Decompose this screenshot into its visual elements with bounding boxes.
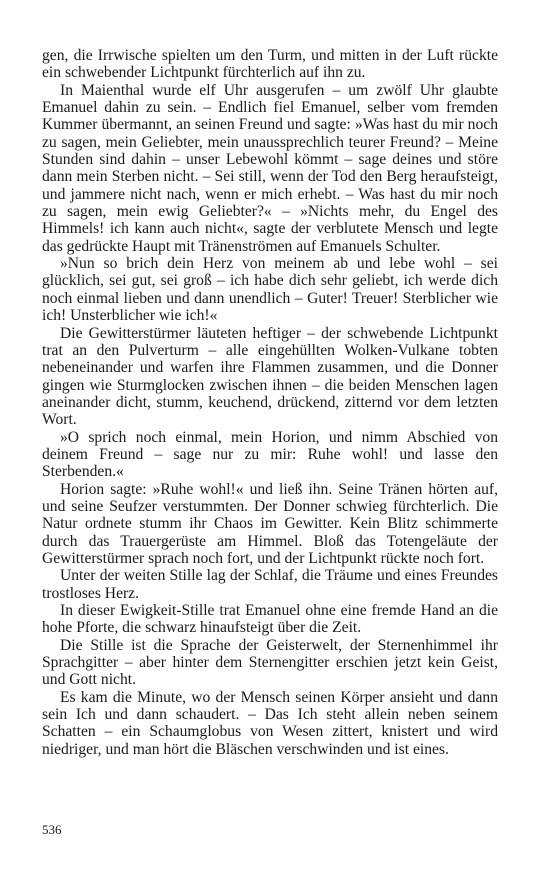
book-page	[42, 47, 498, 758]
paragraph: Die Stille ist die Sprache der Geisterwelt, der Sternenhimmel ihr Sprachgitter – aber hinter dem Sternengitter erschien jetzt kein Geist, und Gott nicht.	[42, 636, 498, 689]
page-number: 536	[42, 822, 62, 837]
paragraph: Horion sagte: »Ruhe wohl!« und ließ ihn. Seine Tränen hörten auf, und seine Seufzer verstummten. Der Donner schwieg fürchterlich. Die Natur ordnete stumm ihr Chaos im Gewitter. Kein Blitz schimmerte durch das Trauergerüste am Himmel. Bloß das Totengeläute der Gewitterstürmer sprach noch fort, und der Lichtpunkt rückte noch fort.	[42, 480, 498, 567]
paragraph: In dieser Ewigkeit-Stille trat Emanuel ohne eine fremde Hand an die hohe Pforte, die schwarz hinaufsteigt über die Zeit.	[42, 602, 498, 637]
paragraph: Es kam die Minute, wo der Mensch seinen Körper ansieht und dann sein Ich und dann schaudert. – Das Ich steht allein neben seinem Schatten – ein Schaumglobus von Wesen zittert, knistert und wird niedriger, und man hört die Bläschen verschwinden und ist eines.	[42, 688, 498, 758]
paragraph: »Nun so brich dein Herz von meinem ab und lebe wohl – sei glücklich, sei gut, sei groß – ich habe dich sehr geliebt, ich werde dich noch einmal lieben und dann unendlich – Guter! Treuer! Sterblicher wie ich! Unsterblicher wie ich!«	[42, 255, 498, 325]
paragraph: Die Gewitterstürmer läuteten heftiger – der schwebende Lichtpunkt trat an den Pulverturm – alle eingehüllten Wolken-Vulkane tobten nebeneinander und warfen ihre Flammen zusammen, und die Donner gingen wie Sturmglocken zwischen ihnen – die beiden Menschen lagen aneinander dicht, stumm, keuchend, drückend, zitternd vor dem letzten Wort.	[42, 324, 498, 429]
paragraph: »O sprich noch einmal, mein Horion, und nimm Abschied von deinem Freund – sage nur zu mir: Ruhe wohl! und lasse den Sterbenden.«	[42, 428, 498, 481]
body-text	[42, 47, 498, 758]
paragraph-continuation: gen, die Irrwische spielten um den Turm, und mitten in der Luft rückte ein schwebender Lichtpunkt fürchterlich auf ihn zu.	[42, 47, 498, 82]
paragraph: In Maienthal wurde elf Uhr ausgerufen – um zwölf Uhr glaubte Emanuel dahin zu sein. – Endlich fiel Emanuel, selber vom fremden Kummer übermannt, an seinen Freund und sagte: »Was hast du mir noch zu sagen, mein Geliebter, mein unaussprechlich teurer Freund? – Meine Stunden sind dahin – unser Lebewohl kömmt – sage deines und störe dann mein Sterben nicht. – Sei still, wenn der Tod den Berg heraufsteigt, und jammere nicht nach, wenn er mich erhebt. – Was hast du mir noch zu sagen, mein ewig Geliebter?« – »Nichts mehr, du Engel des Himmels! ich kann auch nicht«, sagte der verblutete Mensch und legte das gedrückte Haupt mit Tränenströmen auf Emanuels Schulter.	[42, 81, 498, 255]
paragraph: Unter der weiten Stille lag der Schlaf, die Träume und eines Freundes trostloses Herz.	[42, 567, 498, 602]
